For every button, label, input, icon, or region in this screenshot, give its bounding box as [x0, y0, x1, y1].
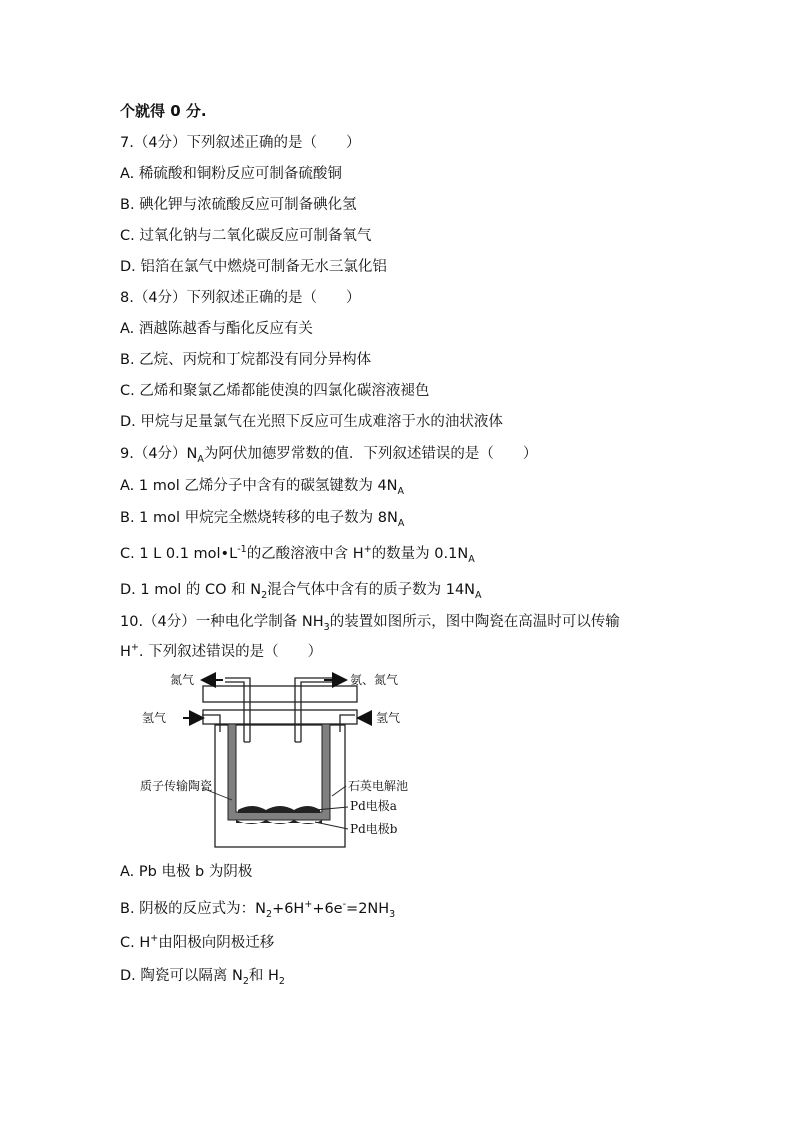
q8-option-b: B. 乙烷、丙烷和丁烷都没有同分异构体 [120, 352, 372, 368]
q10-option-c: C. H+由阳极向阴极迁移 [120, 933, 275, 951]
q8-option-a: A. 酒越陈越香与酯化反应有关 [120, 321, 313, 337]
q9-stem: 9.（4分）$N_A$为阿伏加德罗常数的值．下列叙述错误的是（ ） [120, 446, 538, 465]
leader-pd-b [315, 822, 348, 829]
label-hydrogen-left: 氢气 [142, 711, 167, 725]
label-pd-electrode-b: Pd电极b [350, 822, 398, 836]
label-ammonia-nitrogen: 氨、氮气 [350, 673, 399, 687]
q8-stem: 8.（4分）下列叙述正确的是（ ） [120, 290, 361, 306]
q7-stem: 7.（4分）下列叙述正确的是（ ） [120, 135, 361, 151]
q7-option-c: C. 过氧化钠与二氧化碳反应可制备氧气 [120, 228, 372, 244]
q9-option-b: B. 1 mol 甲烷完全燃烧转移的电子数为 $8N_A$ [120, 510, 405, 529]
label-hydrogen-right: 氢气 [376, 711, 401, 725]
intro-text: 个就得 0 分. [120, 102, 207, 120]
q7-option-a: A. 稀硫酸和铜粉反应可制备硫酸铜 [120, 166, 342, 182]
proton-ceramic-tube [228, 724, 330, 820]
q10-option-b: B. 阴极的反应式为：$N_2+6H^++6e^-=2NH_3$ [120, 899, 396, 920]
label-proton-ceramic: 质子传输陶瓷 [140, 779, 213, 793]
electrolysis-cell-diagram [140, 670, 420, 855]
q9-option-c: C. 1 L 0.1 $mol•L^{-1}$的乙酸溶液中含 H+的数量为 $0.1N_A$ [120, 544, 475, 565]
q8-option-d: D. 甲烷与足量氯气在光照下反应可生成难溶于水的油状液体 [120, 414, 503, 430]
label-nitrogen: 氮气 [170, 673, 195, 687]
top-plate-lower [203, 710, 357, 724]
q10-stem-line2: H+. 下列叙述错误的是（ ） [120, 642, 323, 660]
q7-option-b: B. 碘化钾与浓硫酸反应可制备碘化氢 [120, 197, 357, 213]
q10-option-a: A. Pb 电极 b 为阴极 [120, 864, 253, 880]
top-plate-upper [203, 686, 357, 702]
leader-quartz [332, 786, 346, 796]
label-pd-electrode-a: Pd电极a [350, 799, 397, 813]
q7-option-d: D. 铝箔在氯气中燃烧可制备无水三氯化铝 [120, 259, 387, 275]
label-quartz-cell: 石英电解池 [348, 779, 409, 793]
q10-option-d: D. 陶瓷可以隔离 $N_2$和 $H_2$ [120, 968, 285, 987]
q9-option-d: D. 1 mol 的 CO 和 $N_2$混合气体中含有的质子数为 $14N_A$ [120, 582, 482, 601]
q8-option-c: C. 乙烯和聚氯乙烯都能使溴的四氯化碳溶液褪色 [120, 383, 430, 399]
pd-electrode-b [236, 820, 322, 824]
q10-stem: 10.（4分）一种电化学制备 $NH_3$的装置如图所示，图中陶瓷在高温时可以传输 [120, 614, 620, 633]
leader-pd-a [315, 807, 348, 810]
q9-option-a: A. 1 mol 乙烯分子中含有的碳氢键数为 $4N_A$ [120, 478, 405, 497]
pd-electrode-a [238, 806, 320, 813]
